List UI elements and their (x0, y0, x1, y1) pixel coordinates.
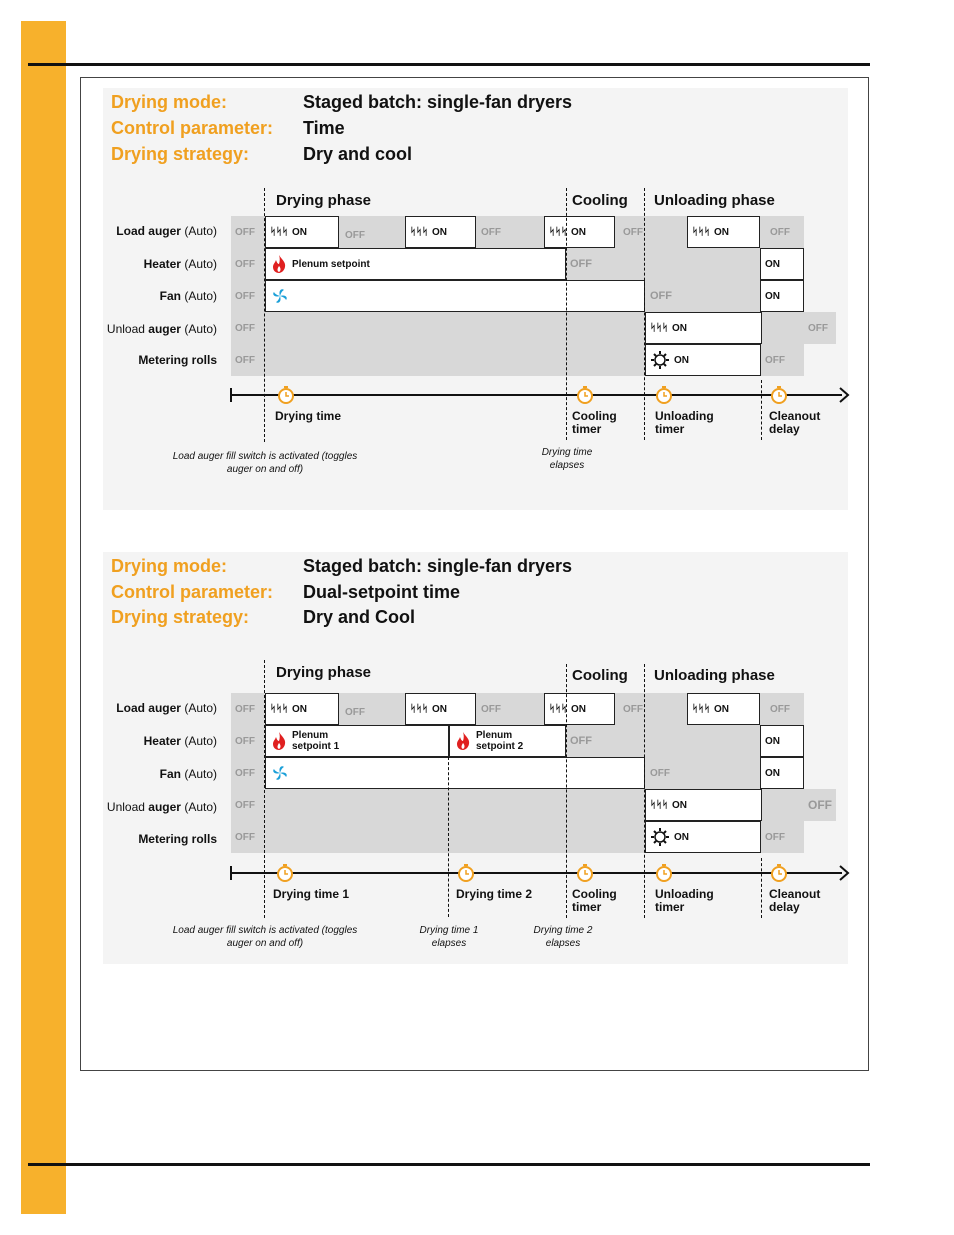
state-off: OFF (623, 703, 643, 715)
heater-on: ON (760, 725, 804, 757)
control-parameter-label: Control parameter: (111, 582, 274, 602)
drying-strategy-value: Dry and Cool (303, 607, 416, 627)
row-label-metering-rolls: Metering rolls (138, 353, 217, 367)
heater-on: ON (760, 248, 804, 280)
auger-icon: ᛋᛋᛋ (410, 226, 428, 238)
top-rule (28, 63, 870, 66)
state-off: OFF (481, 226, 501, 238)
heater-setpoint-1: Plenum setpoint 1 (265, 725, 449, 757)
gear-icon (650, 827, 670, 847)
drying-mode-value: Staged batch: single-fan dryers (303, 92, 573, 112)
unload-auger-on: ᛋᛋᛋ ON (645, 312, 762, 344)
state-off: OFF (650, 290, 672, 302)
row-label-load-auger: Load auger (Auto) (116, 701, 217, 715)
drying-strategy-label: Drying strategy: (111, 144, 250, 164)
state-off: OFF (770, 226, 790, 238)
note-fill-switch: Load auger fill switch is activated (toggles auger on and off) (172, 925, 358, 949)
state-off: OFF (770, 703, 790, 715)
state-off: OFF (235, 290, 255, 302)
label-drying-time-1: Drying time 1 (273, 887, 350, 901)
fan-on (265, 757, 645, 789)
phase-divider (761, 858, 762, 918)
phase-divider (264, 188, 265, 442)
fan-icon (270, 763, 290, 783)
auger-icon: ᛋᛋᛋ (692, 703, 710, 715)
timeline-arrow (838, 865, 850, 881)
label-unloading-timer: Unloading timer (655, 409, 714, 436)
load-auger-on-3: ᛋᛋᛋ ON (544, 693, 615, 725)
metering-on: ON (645, 344, 761, 376)
unload-auger-on: ᛋᛋᛋ ON (645, 789, 762, 821)
auger-icon: ᛋᛋᛋ (549, 226, 567, 238)
load-auger-on-2: ᛋᛋᛋ ON (405, 216, 476, 248)
timer-icon (770, 386, 788, 404)
phase-divider (566, 664, 567, 918)
timer-icon (655, 864, 673, 882)
state-off: OFF (235, 703, 255, 715)
drying-strategy-value: Dry and cool (303, 144, 413, 164)
state-off: OFF (623, 226, 643, 238)
state-off: OFF (235, 767, 255, 779)
note-drying-1-elapses: Drying time 1 elapses (419, 925, 479, 949)
drying-mode-value: Staged batch: single-fan dryers (303, 556, 573, 576)
state-off: OFF (570, 735, 592, 747)
auger-icon: ᛋᛋᛋ (650, 799, 668, 811)
state-off: OFF (235, 322, 255, 334)
flame-icon (270, 731, 288, 751)
row-label-unload-auger: Unload auger (Auto) (106, 322, 217, 336)
phase-divider (761, 380, 762, 440)
phase-divider (264, 660, 265, 918)
state-off: OFF (235, 799, 255, 811)
load-auger-on-1: ᛋᛋᛋ ON (265, 693, 339, 725)
drying-mode-label: Drying mode: (111, 92, 228, 112)
label-drying-time: Drying time (275, 409, 342, 423)
bottom-rule (28, 1163, 870, 1166)
phase-drying: Drying phase (276, 664, 372, 681)
load-auger-on-1: ᛋᛋᛋ ON (265, 216, 339, 248)
label-cleanout-delay: Cleanout delay (769, 409, 821, 436)
load-auger-on-4: ᛋᛋᛋ ON (687, 216, 760, 248)
state-off: OFF (808, 322, 828, 334)
state-off: OFF (345, 229, 365, 241)
row-label-fan: Fan (Auto) (159, 289, 217, 303)
flame-icon (454, 731, 472, 751)
load-auger-on-4: ᛋᛋᛋ ON (687, 693, 760, 725)
state-off: OFF (235, 354, 255, 366)
phase-drying: Drying phase (276, 192, 372, 209)
row-label-fan: Fan (Auto) (159, 767, 217, 781)
control-parameter-value: Dual-setpoint time (303, 582, 461, 602)
fan-on-unload: ON (760, 280, 804, 312)
phase-divider (644, 188, 645, 440)
load-auger-on-2: ᛋᛋᛋ ON (405, 693, 476, 725)
row-label-load-auger: Load auger (Auto) (116, 224, 217, 238)
phase-divider (448, 757, 449, 917)
timer-icon (277, 386, 295, 404)
row-label-unload-auger: Unload auger (Auto) (106, 800, 217, 814)
timer-icon (576, 386, 594, 404)
control-parameter-label: Control parameter: (111, 118, 274, 138)
row-label-heater: Heater (Auto) (143, 257, 217, 271)
flame-icon (270, 254, 288, 274)
note-fill-switch: Load auger fill switch is activated (toggles auger on and off) (172, 451, 358, 475)
auger-icon: ᛋᛋᛋ (692, 226, 710, 238)
phase-cooling: Cooling (572, 192, 628, 209)
phase-unloading: Unloading phase (654, 667, 775, 684)
page-side-bar (21, 21, 66, 1214)
timer-icon (576, 864, 594, 882)
fan-on-unload: ON (760, 757, 804, 789)
fan-on (265, 280, 645, 312)
label-drying-time-2: Drying time 2 (456, 887, 533, 901)
auger-icon: ᛋᛋᛋ (270, 226, 288, 238)
label-cooling-timer: Cooling timer (572, 887, 617, 914)
state-off: OFF (570, 258, 592, 270)
control-parameter-value: Time (303, 118, 345, 138)
state-off: OFF (765, 831, 785, 843)
auger-icon: ᛋᛋᛋ (410, 703, 428, 715)
note-drying-2-elapses: Drying time 2 elapses (533, 925, 593, 949)
phase-cooling: Cooling (572, 667, 628, 684)
heater-setpoint: Plenum setpoint (265, 248, 566, 280)
note-drying-elapses: Drying time elapses (541, 447, 593, 471)
label-cooling-timer: Cooling timer (572, 409, 617, 436)
state-off: OFF (235, 831, 255, 843)
label-unloading-timer: Unloading timer (655, 887, 714, 914)
auger-icon: ᛋᛋᛋ (270, 703, 288, 715)
timeline-arrow (838, 387, 850, 403)
state-off: OFF (235, 735, 255, 747)
gear-icon (650, 350, 670, 370)
drying-mode-label: Drying mode: (111, 556, 228, 576)
state-off: OFF (808, 798, 832, 812)
auger-icon: ᛋᛋᛋ (650, 322, 668, 334)
phase-divider (566, 188, 567, 440)
timer-icon (770, 864, 788, 882)
state-off: OFF (235, 226, 255, 238)
timeline (230, 394, 842, 396)
metering-on: ON (645, 821, 761, 853)
state-off: OFF (765, 354, 785, 366)
timer-icon (457, 864, 475, 882)
timer-icon (655, 386, 673, 404)
heater-setpoint-2: Plenum setpoint 2 (449, 725, 566, 757)
phase-divider (644, 664, 645, 918)
timeline (230, 872, 842, 874)
state-off: OFF (345, 706, 365, 718)
load-auger-on-3: ᛋᛋᛋ ON (544, 216, 615, 248)
row-label-metering-rolls: Metering rolls (138, 832, 217, 846)
drying-strategy-label: Drying strategy: (111, 607, 250, 627)
state-off: OFF (235, 258, 255, 270)
state-off: OFF (650, 767, 670, 779)
timer-icon (276, 864, 294, 882)
row-label-heater: Heater (Auto) (143, 734, 217, 748)
phase-unloading: Unloading phase (654, 192, 775, 209)
state-off: OFF (481, 703, 501, 715)
fan-icon (270, 286, 290, 306)
auger-icon: ᛋᛋᛋ (549, 703, 567, 715)
label-cleanout-delay: Cleanout delay (769, 887, 821, 914)
